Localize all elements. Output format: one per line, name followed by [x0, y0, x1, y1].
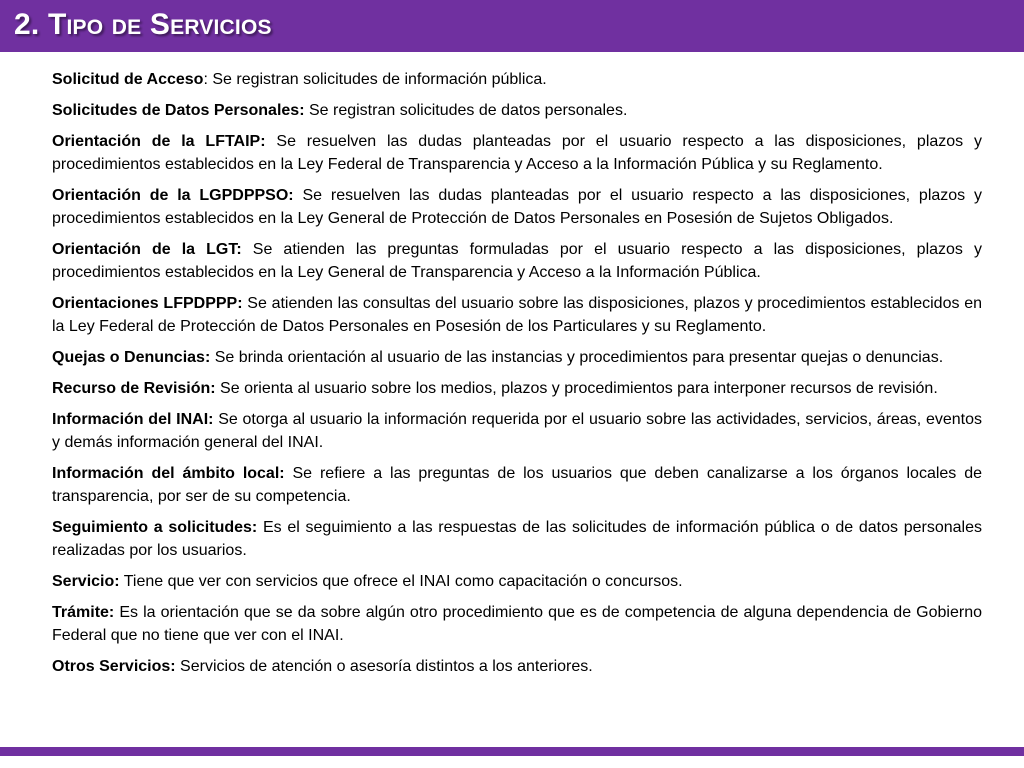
title-bar: [0, 0, 1024, 52]
item-term: Orientación de la LFTAIP:: [52, 133, 266, 150]
item-term: Orientación de la LGPDPPSO:: [52, 187, 294, 204]
item-term: Otros Servicios:: [52, 658, 176, 675]
item-term: Servicio:: [52, 573, 120, 590]
list-item-orientacion-lgt: [52, 238, 982, 284]
footer-bar: [0, 747, 1024, 756]
item-description: Se brinda orientación al usuario de las instancias y procedimientos para presentar quejas o denuncias.: [210, 349, 944, 366]
list-item-servicio: [52, 570, 982, 593]
item-term: Quejas o Denuncias:: [52, 349, 211, 366]
list-item-solicitud-acceso: [52, 68, 982, 91]
item-description: Se resuelven las dudas planteadas por el usuario respecto a las disposiciones, plazos y procedimientos establecidos en la Ley Federal de Transparencia y Acceso a la Información Pública y su Reglamento.: [52, 133, 983, 173]
item-term: Trámite:: [52, 604, 115, 621]
item-description: Se atienden las consultas del usuario sobre las disposiciones, plazos y procedimientos establecidos en la Ley Federal de Protección de Datos Personales en Posesión de los Particulares y su Reglamento.: [52, 295, 982, 335]
list-item-orientacion-lgpdppso: [52, 184, 982, 230]
slide-title: 2. Tipo de Servicios: [14, 8, 272, 41]
item-description: Se orienta al usuario sobre los medios, plazos y procedimientos para interponer recursos de revisión.: [215, 380, 938, 397]
item-description: Se registran solicitudes de datos personales.: [304, 102, 628, 119]
item-term: Recurso de Revisión:: [52, 380, 216, 397]
list-item-orientaciones-lfpdppp: [52, 292, 982, 338]
list-item-recurso-revision: [52, 377, 982, 400]
item-description: Se registran solicitudes de información pública.: [207, 71, 547, 88]
list-item-tramite: [52, 601, 982, 647]
list-item-seguimiento-solicitudes: [52, 516, 982, 562]
item-description: Servicios de atención o asesoría distintos a los anteriores.: [175, 658, 593, 675]
service-type-list: [52, 68, 982, 686]
list-item-quejas-denuncias: [52, 346, 982, 369]
item-separator: :: [203, 71, 208, 88]
item-term: Orientación de la LGT:: [52, 241, 242, 258]
list-item-ambito-local: [52, 462, 982, 508]
item-term: Solicitudes de Datos Personales:: [52, 102, 305, 119]
item-description: Es el seguimiento a las respuestas de las solicitudes de información pública o de datos personales realizadas por los usuarios.: [52, 519, 983, 559]
item-description: Se otorga al usuario la información requerida por el usuario sobre las actividades, servicios, áreas, eventos y demás información general del INAI.: [52, 411, 982, 451]
item-term: Información del ámbito local:: [52, 465, 285, 482]
item-description: Es la orientación que se da sobre algún otro procedimiento que es de competencia de alguna dependencia de Gobierno Federal que no tiene que ver con el INAI.: [52, 604, 982, 644]
item-term: Orientaciones LFPDPPP:: [52, 295, 243, 312]
list-item-orientacion-lftaip: [52, 130, 982, 176]
item-term: Información del INAI:: [52, 411, 214, 428]
item-description: Se refiere a las preguntas de los usuarios que deben canalizarse a los órganos locales de transparencia, por ser de su competencia.: [52, 465, 982, 505]
item-description: Se resuelven las dudas planteadas por el usuario respecto a las disposiciones, plazos y procedimientos establecidos en la Ley General de Protección de Datos Personales en Posesión de Sujetos Obligados.: [52, 187, 982, 227]
list-item-otros-servicios: [52, 655, 982, 678]
list-item-datos-personales: [52, 99, 982, 122]
list-item-informacion-inai: [52, 408, 982, 454]
item-description: Se atienden las preguntas formuladas por el usuario respecto a las disposiciones, plazos y procedimientos establecidos en la Ley General de Transparencia y Acceso a la Información Pública.: [52, 241, 983, 281]
item-term: Solicitud de Acceso: [52, 71, 204, 88]
item-description: Tiene que ver con servicios que ofrece el INAI como capacitación o concursos.: [119, 573, 683, 590]
item-term: Seguimiento a solicitudes:: [52, 519, 258, 536]
